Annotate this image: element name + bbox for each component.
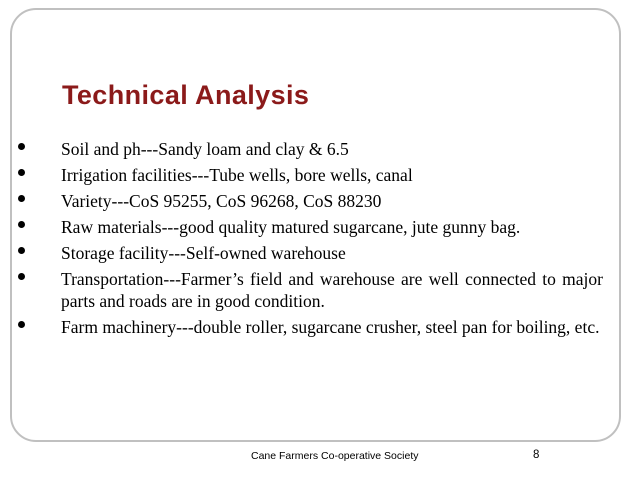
footer-text: Cane Farmers Co-operative Society [251, 450, 419, 462]
bullet-text: Variety---CoS 95255, CoS 96268, CoS 88230 [61, 191, 382, 211]
bullet-dot-icon [18, 321, 25, 328]
bullet-dot-icon [18, 273, 25, 280]
bullet-list [0, 138, 638, 342]
bullet-text: Irrigation facilities---Tube wells, bore wells, canal [61, 165, 413, 185]
bullet-dot-icon [18, 221, 25, 228]
title-underline [52, 114, 617, 116]
slide-title: Technical Analysis [62, 80, 310, 110]
bullet-item [0, 190, 638, 212]
bullet-item [0, 268, 638, 312]
bullet-item [0, 164, 638, 186]
bullet-item [0, 242, 638, 264]
bullet-text: Farm machinery---double roller, sugarcane crusher, steel pan for boiling, etc. [61, 317, 600, 337]
bullet-item [0, 216, 638, 238]
bullet-item [0, 316, 638, 338]
bullet-text: Raw materials---good quality matured sugarcane, jute gunny bag. [61, 217, 521, 237]
bullet-dot-icon [18, 247, 25, 254]
bullet-text: Storage facility---Self-owned warehouse [61, 243, 346, 263]
bullet-dot-icon [18, 143, 25, 150]
bullet-item [0, 138, 638, 160]
bullet-text: Transportation---Farmer’s field and warehouse are well connected to major parts and roads are in good condition. [61, 269, 603, 311]
bullet-dot-icon [18, 195, 25, 202]
bullet-text: Soil and ph---Sandy loam and clay & 6.5 [61, 139, 349, 159]
bullet-dot-icon [18, 169, 25, 176]
page-number: 8 [533, 449, 540, 461]
